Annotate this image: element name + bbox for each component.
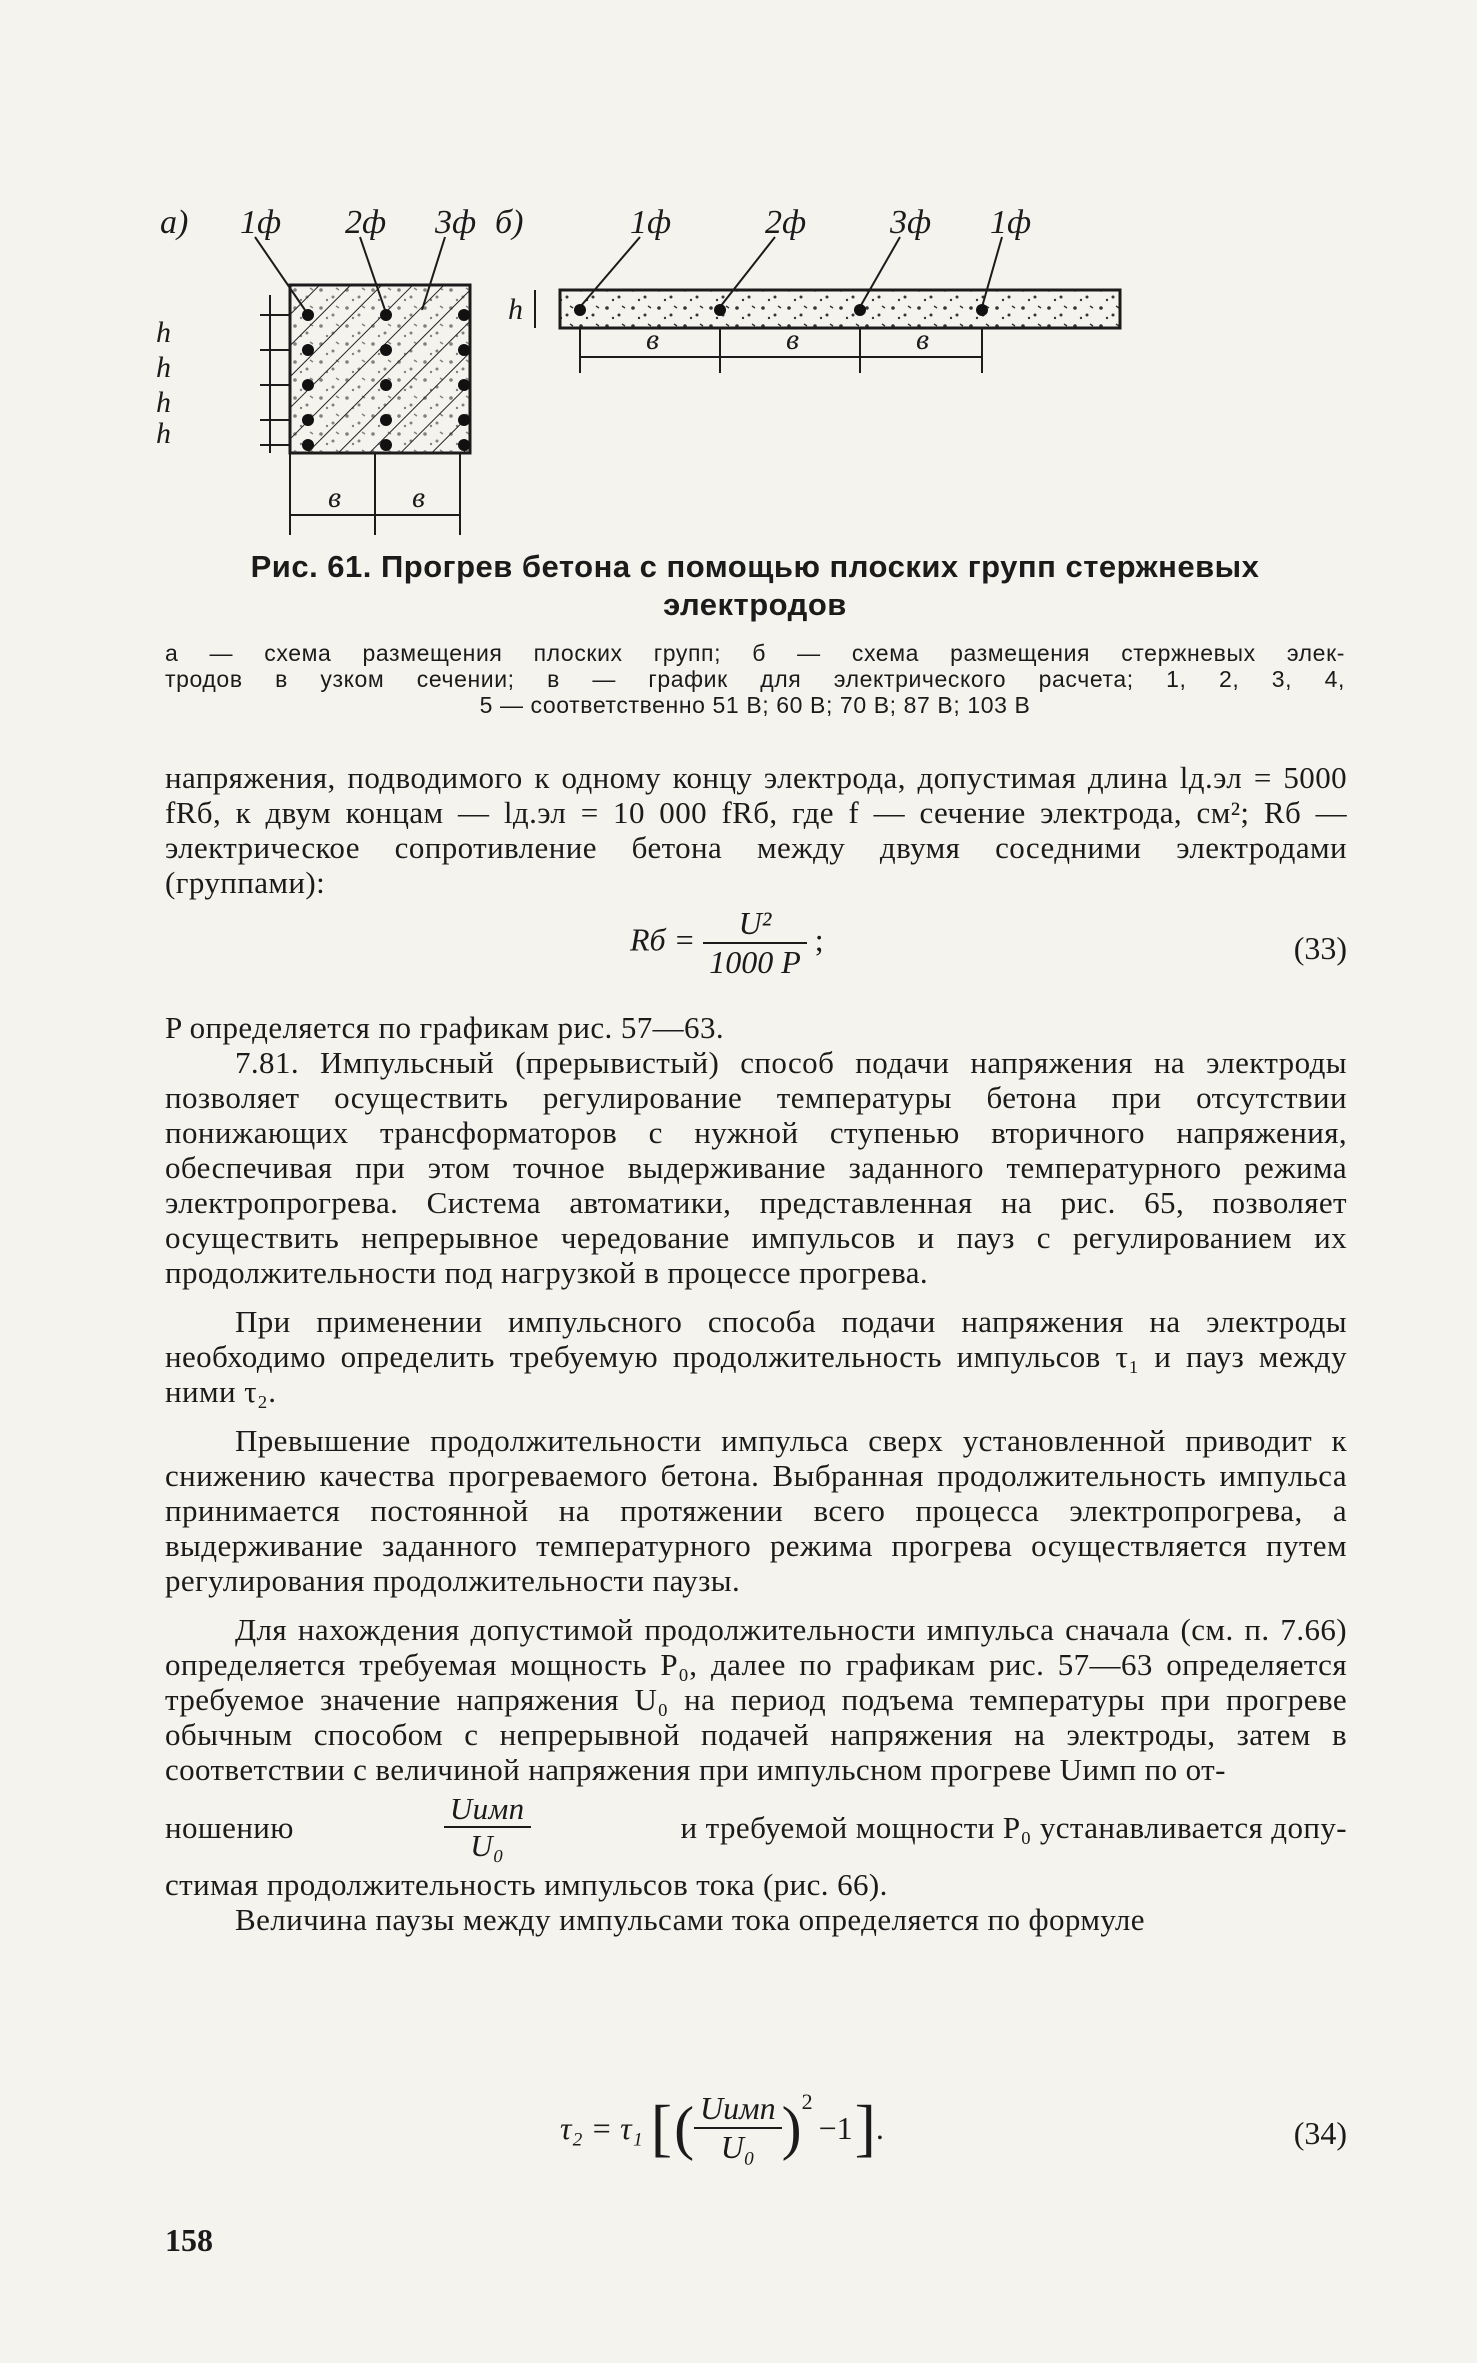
panel-a [156,204,476,535]
right-bracket: ] [854,2092,876,2163]
page-number: 158 [165,2222,213,2258]
paragraph-text: Превышение продолжительности импульса сверх установленной приводит к снижению качества прогреваемого бетона. Выбранная продолжительность импульса принимается постоянной на протяжении всего процесса электропрогрева, а выдерживание заданного температурного режима прогрева осуществляется путем регулирования продолжительности паузы. [165,1423,1347,1598]
height-label: h [156,351,171,384]
phase-label: 2ф [765,204,807,241]
panel-b [495,204,1120,373]
minus-one: −1 [818,2109,853,2146]
equation-number: (34) [1293,2115,1347,2151]
equation-33 [165,905,1347,1005]
spacing-label: в [646,323,660,356]
text-block [165,1010,1347,1937]
height-label: h [156,316,171,349]
equation-tail: ; [814,921,824,958]
paragraph-text: напряжения, подводимого к одному концу электрода, допустимая длина lд.эл = 5000 fRб, к двум концам — lд.эл = 10 000 fRб, где f — сечение электрода, см²; Rб — электрическое сопротивление бетона между двумя соседними электродами (группами): [165,760,1347,900]
phase-label: 1ф [630,204,672,241]
fraction-numerator: Uимп [444,1791,531,1828]
leader-line [255,237,305,310]
left-bracket: [ [650,2092,673,2163]
paragraph-text: 7.81. Импульсный (прерывистый) способ подачи напряжения на электроды позволяет осуществить регулирование температуры бетона при отсутствии понижающих трансформаторов с нужной ступенью вторичного напряжения, обеспечивая при этом точное выдерживание заданного температурного режима электропрогрева. Система автоматики, представленная на рис. 65, позволяет осуществить непрерывное чередование импульсов и пауз с регулированием их продолжительности под нагрузкой в процессе прогрева. [165,1045,1347,1290]
right-paren: ) [781,2094,802,2161]
figure-caption-legend [165,640,1345,718]
equation-lhs: τ₂ = τ₁ [560,2109,643,2146]
spacing-label: в [412,481,426,514]
spacing-label: в [328,481,342,514]
height-label: h [156,417,171,450]
figure-61 [156,195,1360,565]
phase-label: 2ф [345,204,387,241]
paragraph-text: стимая продолжительность импульсов тока (рис. 66). [165,1867,888,1902]
fraction-numerator: U² [703,905,807,944]
exponent: 2 [801,2089,813,2114]
paragraph-text: Величина паузы между импульсами тока определяется по формуле [235,1902,1145,1937]
fraction-denominator: U₀ [470,1828,505,1863]
inline-ratio-line [165,1791,1347,1863]
paragraph-text: и требуемой мощности P₀ устанавливается допу- [680,1809,1347,1845]
spacing-label: в [786,323,800,356]
figure-caption-title [165,548,1345,624]
height-label: h [156,386,171,419]
phase-label: 3ф [890,204,932,241]
paragraph-text: При применении импульсного способа подачи напряжения на электроды необходимо определить требуемую продолжительность импульсов τ₁ и пауз между ними τ₂. [165,1304,1347,1409]
concrete-section-b [560,290,1120,328]
caption-legend-line: тродов в узком сечении; в — график для электрического расчета; 1, 2, 3, 4, [165,666,1345,692]
left-paren: ( [674,2094,695,2161]
paragraph-text: Для нахождения допустимой продолжительности импульса сначала (см. п. 7.66) определяется требуемая мощность P₀, далее по графикам рис. 57—63 определяется требуемое значение напряжения U₀ на период подъема температуры при прогреве обычным способом с непрерывной подачей напряжения на электроды, затем в соответствии с величиной напряжения при импульсном прогреве Uимп по от- [165,1612,1347,1787]
equation-lhs: Rб = [630,921,696,958]
fraction-denominator: 1000 P [709,944,801,980]
concrete-aggregate [290,285,470,453]
spacing-label: в [916,323,930,356]
caption-title-line: электродов [663,587,847,622]
equation-tail: . [875,2109,884,2146]
equation-number: (33) [1293,930,1347,966]
equation-34 [165,2090,1347,2190]
panel-a-label: а) [160,204,189,241]
phase-label: 1ф [240,204,282,241]
phase-label: 1ф [990,204,1032,241]
caption-legend-line: 5 — соответственно 51 В; 60 В; 70 В; 87 В; 103 В [479,692,1031,718]
phase-label: 3ф [435,204,477,241]
panel-b-label: б) [495,204,524,241]
paragraph [165,760,1347,900]
equation-fraction [694,2090,782,2166]
caption-legend-line: а — схема размещения плоских групп; б — схема размещения стержневых элек- [165,640,1345,666]
dimension-ticks [260,315,290,445]
paragraph-text: ношению [165,1809,294,1845]
fraction-denominator: U₀ [720,2129,755,2165]
height-label: h [508,293,523,326]
ratio-fraction [444,1791,531,1863]
equation-fraction [703,905,807,981]
fraction-numerator: Uимп [694,2090,782,2129]
paragraph-text: P определяется по графикам рис. 57—63. [165,1010,725,1045]
caption-title-line: Рис. 61. Прогрев бетона с помощью плоских групп стержневых [250,549,1260,584]
